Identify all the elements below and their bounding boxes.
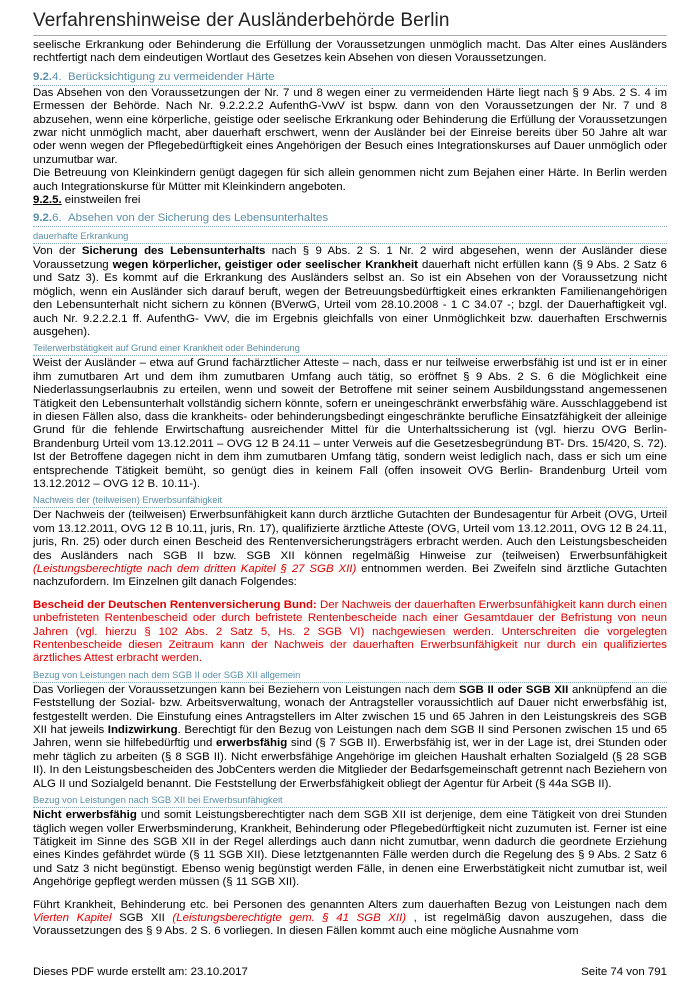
paragraph: Weist der Ausländer – etwa auf Grund fachärztlicher Atteste – nach, dass er nur teilweise erwerbsfähig ist und ist er in einer ihm zumutbaren Art und dem ihm zumutbaren Umfang auch tätig, so eröffnet § 9 Abs. 2 S. 6 die Möglichkeit eine Niederlassungserlaubnis zu erteilen, wenn und soweit der Betroffene mit seiner seinem Ausbildungsstand angemessenen Tätigkeit den Lebensunterhalt vollständig sichern könnte, sofern er uneingeschränkt erwerbsfähig wäre. Ausschlaggebend ist in diesen Fällen also, dass die krankheits- oder behinderungsbedingt eingeschränkte berufliche Einsatzfähigkeit der alleinige Grund für die fehlende Erwirtschaftung ausreichender Mittel für die Unterhaltssicherung ist (vgl. hierzu OVG Berlin-Brandenburg Urteil vom 13.12.2011 – OVG 12 B 24.11 – unter Verweis auf die Gesetzesbegründung BT- Drs. 15/420, S. 72). Ist der Betroffene dagegen nicht in dem ihm zumutbaren Umfang tätig, sondern weist lediglich nach, dass er sich um eine entsprechende Tätigkeit bemüht, so genügt dies in keinem Fall (offen insoweit OVG Berlin- Brandenburg Urteil vom 13.12.2012 – OVG 12 B. 10.11-). <box>33 357 667 490</box>
paragraph: Führt Krankheit, Behinderung etc. bei Personen des genannten Alters zum dauerhaften Bezug von Leistungen nach dem Vierten Kapitel SGB XII (Leistungsberechtigte gem. § 41 SGB XII) , ist regelmäßig davon auszugehen, dass die Voraussetzungen des § 9 Abs. 2 S. 6 vorliegen. In diesen Fällen kommt auch eine mögliche Ausnahme vom <box>33 898 667 938</box>
sub-heading: Bezug von Leistungen nach SGB XII bei Erwerbsunfähigkeit <box>33 794 667 808</box>
page-title: Verfahrenshinweise der Ausländerbehörde Berlin <box>33 10 667 36</box>
section-heading-9-2-6 <box>33 211 667 227</box>
paragraph: Das Absehen von den Voraussetzungen der Nr. 7 und 8 wegen einer zu vermeidenden Härte liegt nach § 9 Abs. 2 S. 4 im Ermessen der Behörde. Nach Nr. 9.2.2.2.2 AufenthG-VwV ist bspw. dann von den Voraussetzungen der Nr. 7 und 8 abzusehen, wenn eine körperliche, geistige oder seelische Erkrankung oder Behinderung die Erfüllung der Voraussetzungen zwar nicht unmöglich macht, aber dauerhaft erschwert, wenn der Ausländer bei der Einreise bereits über 50 Jahre alt war oder wenn wegen der Pflegebedürftigkeit eines Angehörigen der Besuch eines Integrationskurses auf Dauer unmöglich oder unzumutbar war. <box>33 86 667 166</box>
section-title: Absehen von der Sicherung des Lebensunterhaltes <box>67 212 329 225</box>
paragraph: Nicht erwerbsfähig und somit Leistungsberechtigter nach dem SGB XII ist derjenige, dem eine Tätigkeit von drei Stunden täglich wegen voller Erwerbsminderung, Krankheit, Behinderung oder Pflegebedürftigkeit nicht zuzumuten ist. Ferner ist eine Tätigkeit im Sinne des SGB XII in der Regel allerdings auch dann nicht zumutbar, wenn dadurch die geordnete Erziehung eines Kindes gefährdet würde (§ 11 SGB XII). Diese letztgenannten Fälle werden durch die Regelung des § 9 Abs. 2 Satz 6 und Satz 3 nicht begünstigt. Ebenso wenig begünstigt werden Fälle, in denen eine Erwerbstätigkeit nicht zumutbar ist, weil Angehörige gepflegt werden müssen (§ 11 SGB XII). <box>33 809 668 889</box>
sub-heading: Nachweis der (teilweisen) Erwerbsunfähigkeit <box>33 494 667 508</box>
section-title: Berücksichtigung zu vermeidender Härte <box>67 70 275 83</box>
paragraph: Das Vorliegen der Voraussetzungen kann bei Beziehern von Leistungen nach dem SGB II oder SGB XII anknüpfend an die Feststellung der Sozial- bzw. Arbeitsverwaltung, wonach der Antragsteller voraussichtlich auf Dauer nicht erwerbsfähig ist, festgestellt werden. Die Einstufung eines Antragstellers im Alter zwischen 15 und 65 Jahren in den Leistungskreis des SGB XII hat jeweils Indizwirkung. Berechtigt für den Bezug von Leistungen nach dem SGB II sind Personen zwischen 15 und 65 Jahren, wenn sie hilfebedürftig und erwerbsfähig sind (§ 7 SGB II). Erwerbsfähig ist, wer in der Lage ist, drei Stunden oder mehr täglich zu arbeiten (§ 8 SGB II). Nicht erwerbsfähige Angehörige im gleichen Haushalt erhalten Sozialgeld (§ 28 SGB II). In den Leistungsbescheiden des JobCenters werden die Mitglieder der Bedarfsgemeinschaft getrennt nach Beziehern von ALG II und Sozialgeld benannt. Die Feststellung der Erwerbsfähigkeit obliegt der Agentur für Arbeit (§ 44a SGB II). <box>33 683 667 790</box>
section-heading-9-2-4 <box>33 70 667 86</box>
paragraph: Die Betreuung von Kleinkindern genügt dagegen für sich allein genommen nicht zum Bejahen einer Härte. In Berlin werden auch Integrationskurse für Mütter mit Kleinkindern angeboten. <box>33 167 667 193</box>
page-number: Seite 74 von 791 <box>581 966 667 978</box>
sub-heading: Bezug von Leistungen nach dem SGB II oder SGB XII allgemein <box>33 669 667 683</box>
intro-paragraph: seelische Erkrankung oder Behinderung die Erfüllung der Voraussetzungen unmöglich macht. Das Alter eines Ausländers rechtfertigt nach dem eindeutigen Wortlaut des Gesetzes kein Absehen von diesen Voraussetzungen. <box>33 39 667 65</box>
paragraph-9-2-5: 9.2.5. einstweilen frei <box>33 194 141 207</box>
section-number: 9.2.5. <box>33 194 62 207</box>
highlighted-paragraph: Bescheid der Deutschen Rentenversicherung Bund: Der Nachweis der dauerhaften Erwerbsunfähigkeit kann durch einen unbefristeten Rentenbescheid oder durch befristete Rentenbescheide nach einer Gesamtdauer der Befristung von neun Jahren (vgl. hierzu § 102 Abs. 2 Satz 5, Hs. 2 SGB VI) nachgewiesen werden. Unterschreiten die vorgelegten Rentenbescheide diesen Zeitraum kann der Nachweis der dauerhaften Erwerbsunfähigkeit nur durch ein qualifiziertes ärztliches Attest erbracht werden. <box>33 598 667 665</box>
sub-heading: Teilerwerbstätigkeit auf Grund einer Krankheit oder Behinderung <box>33 342 667 356</box>
section-number: 9.2.6. <box>33 212 62 225</box>
document-page <box>33 10 667 939</box>
sub-heading: dauerhafte Erkrankung <box>33 230 667 244</box>
page-footer <box>33 966 667 978</box>
section-number: 9.2.4. <box>33 70 62 83</box>
paragraph: Von der Sicherung des Lebensunterhalts nach § 9 Abs. 2 S. 1 Nr. 2 wird abgesehen, wenn der Ausländer diese Voraussetzung wegen körperlicher, geistiger oder seelischer Krankheit dauerhaft nicht erfüllen kann (§ 9 Abs. 2 Satz 6 und Satz 3). Es kommt auf die Erkrankung des Ausländers selbst an. So ist ein Absehen von der Voraussetzung nicht möglich, wenn ein Ausländer sich darauf beruft, wegen der Betreuungsbedürftigkeit eines erkrankten Familienangehörigen den Lebensunterhalt nicht sichern zu können (BVerwG, Urteil vom 28.10.2008 - 1 C 34.07 -; bzgl. der Dauerhaftigkeit vgl. auch Nr. 9.2.2.2.1 ff. AufenthG- VwV, die im Ergebnis gleichfalls von einer Unmöglichkeit bzw. dauerhaften Erschwernis ausgehen). <box>33 245 667 338</box>
creation-date: Dieses PDF wurde erstellt am: 23.10.2017 <box>33 966 248 978</box>
paragraph: Der Nachweis der (teilweisen) Erwerbsunfähigkeit kann durch ärztliche Gutachten der Bundesagentur für Arbeit (OVG, Urteil vom 13.12.2011, OVG 12 B 10.11, juris, Rn. 17), qualifizierte ärztliche Atteste (OVG, Urteil vom 13.12.2011, OVG 12 B 24.11, juris, Rn. 25) oder durch einen Bescheid des Rentenversicherungsträgers erbracht werden. Auch den Leistungsbescheiden des Ausländers nach SGB II bzw. SGB XII können regelmäßig Hinweise zur (teilweisen) Erwerbsunfähigkeit (Leistungsberechtigte nach dem dritten Kapitel § 27 SGB XII) entnommen werden. Bei Zweifeln sind ärztliche Gutachten nachzufordern. Im Einzelnen gilt danach Folgendes: <box>33 509 667 589</box>
